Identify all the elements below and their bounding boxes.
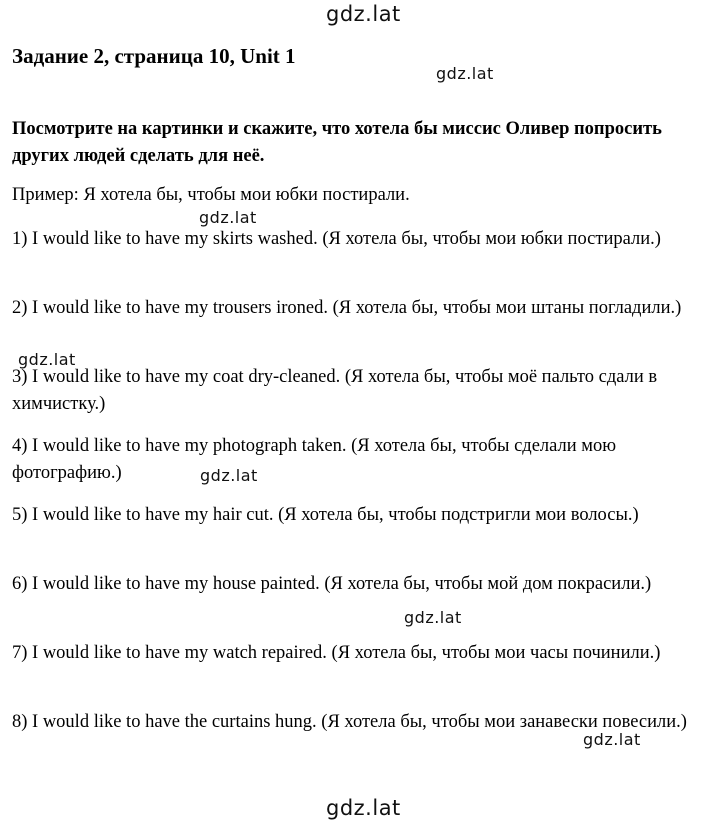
watermark: gdz.lat <box>404 608 462 627</box>
watermark: gdz.lat <box>200 466 258 485</box>
answer-item: 8) I would like to have the curtains hung. (Я хотела бы, чтобы мои занавески повесили.) <box>12 712 687 732</box>
example-sentence: Пример: Я хотела бы, чтобы мои юбки постирали. <box>12 185 410 205</box>
answer-item: 7) I would like to have my watch repaired. (Я хотела бы, чтобы мои часы починили.) <box>12 643 661 663</box>
watermark: gdz.lat <box>199 208 257 227</box>
watermark: gdz.lat <box>18 350 76 369</box>
answer-item: 2) I would like to have my trousers ironed. (Я хотела бы, чтобы мои штаны погладили.) <box>12 298 682 318</box>
page-title: Задание 2, страница 10, Unit 1 <box>12 44 296 68</box>
answer-list <box>12 226 702 778</box>
watermark: gdz.lat <box>436 64 494 83</box>
answer-item: 5) I would like to have my hair cut. (Я хотела бы, чтобы подстригли мои волосы.) <box>12 505 639 525</box>
answer-item: 1) I would like to have my skirts washed. (Я хотела бы, чтобы мои юбки постирали.) <box>12 229 661 249</box>
answer-item: 4) I would like to have my photograph taken. (Я хотела бы, чтобы сделали мою фотографию.) <box>12 436 617 483</box>
watermark: gdz.lat <box>583 730 641 749</box>
answer-item: 3) I would like to have my coat dry-cleaned. (Я хотела бы, чтобы моё пальто сдали в химчистку.) <box>12 367 658 414</box>
watermark: gdz.lat <box>326 2 401 26</box>
watermark: gdz.lat <box>326 796 401 820</box>
task-instruction: Посмотрите на картинки и скажите, что хотела бы миссис Оливер попросить других людей сделать для неё. <box>12 119 662 166</box>
answer-item: 6) I would like to have my house painted. (Я хотела бы, чтобы мой дом покрасили.) <box>12 574 652 594</box>
